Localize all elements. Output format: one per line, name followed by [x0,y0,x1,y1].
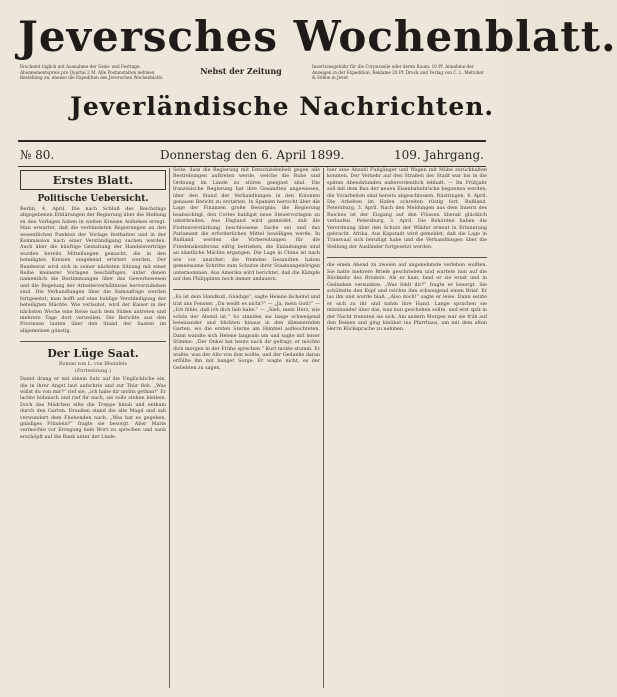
story-title: Der Lüge Saat. [47,347,139,361]
issue-number: № 80. [20,148,55,162]
info-rule [18,166,486,167]
article-separator [20,341,166,342]
article-separator [173,289,320,290]
column-3 [327,168,487,688]
column-divider-1 [169,168,170,688]
story-text: Damit drang er mit einem Satz auf die Unglückliche ein, die in ihrer Angst laut aufschrie und zur Thür floh. „Was willst du von mir?“ rief sie, „ich habe dir nichts gethan!“ Er lachte höhnisch und rief ihr nach, sie solle stehen bleiben. Doch das Mädchen eilte die Treppe hinab und entkam durch den Garten. Draußen stand die alte Magd und sah verwundert dem Fliehenden nach. „Was hat es gegeben, gnädiges Fräulein?“ fragte sie besorgt. Aber Marie vermochte vor Erregung kein Wort zu sprechen und sank erschöpft auf die Bank unter der Linde. [20,377,166,440]
column-2-story: „Es ist dein Handkuß, Gnädige“, sagte Helene lächelnd und trat ans Fenster. „Du weißt es nicht?“ — „Ja, mein Gott!“ — „Ich fühle, daß ich dich lieb habe.“ — „Sieh, mein Herz, wie schön der Abend ist.“ So standen sie lange schweigend beieinander und blickten hinaus in den dämmernden Garten, wo die ersten Sterne am Himmel aufleuchteten. Dann wandte sich Helene langsam um und sagte mit leiser Stimme: „Der Onkel hat heute nach dir gefragt; er möchte dich morgen in der Frühe sprechen.“ Kurt nickte stumm. Er wußte, was der Alte von ihm wollte, und der Gedanke daran erfüllte ihn mit banger Sorge. Er wagte nicht, es der Geliebten zu sagen. [173,295,320,371]
article-separator [327,257,487,258]
column-3-story: die einen Abend zu zweien auf angenehmste verleben wollten. Sie hatte mehrere Briefe geschrieben und wartete nun auf die Rückkehr des Bruders. Als er kam, fand er sie ernst und in Gedanken versunken. „Was fehlt dir?“ fragte er besorgt. Sie schüttelte den Kopf und reichte ihm schweigend einen Brief. Er las ihn und wurde blaß. „Also doch!“ sagte er leise. Dann setzte er sich zu ihr und nahm ihre Hand. Lange sprachen sie miteinander über das, was nun geschehen sollte, und erst spät in der Nacht trennten sie sich. Am andern Morgen war sie früh auf den Beinen und ging hinüber ins Pfarrhaus, um mit dem alten Herrn Rücksprache zu nehmen. [327,263,487,333]
column-divider-2 [323,168,324,688]
masthead-right-note: Insertionsgebühr für die Corpuszeile oder deren Raum: 10 Pf. Annahme der Anzeigen in der Expedition; Reklame 20 Pf. Druck und Verlag von C. L. Mettcker & Söhne in Jever. [312,64,484,81]
top-rule [18,140,486,142]
volume-number: 109. Jahrgang. [393,148,484,162]
issue-date: Donnerstag den 6. April 1899. [160,148,345,162]
column-2 [173,168,320,688]
column-1 [20,168,166,688]
story-byline: Roman von L. von Rheinfels [59,362,127,368]
column-3-news: hier eine Anzahl Fußgänger und Wagen mit Mühe zurückhalten konnten. Der Verkehr auf den Straßen der Stadt war bis in die späten Abendstunden außerordentlich lebhaft. — Im Frühjahr soll mit dem Bau der neuen Eisenbahnbrücke begonnen werden; die Vorarbeiten sind bereits abgeschlossen. Rüstringen, 4. April. Die Arbeiten im Hafen schreiten rüstig fort. Rußland. Petersburg, 3. April. Nach den Meldungen aus dem Innern des Reiches ist der Eisgang auf den Flüssen überall glücklich verlaufen. Petersburg, 3. April. Die Behörden haben die Verordnung über den Schutz der Wälder erneut in Erinnerung gebracht. Afrika. Aus Kapstadt wird gemeldet, daß die Lage in Transvaal sich beruhigt habe und die Verhandlungen über die Stellung der Ausländer fortgesetzt werden. [327,168,487,250]
section-label: Erstes Blatt. [20,170,166,190]
masthead-middle-note: Nebst der Zeitung [200,66,282,76]
column-2-article: Seite, dass die Regierung mit Entschiedenheit gegen alle Bestrebungen auftreten werde, welche die Ruhe und Ordnung im Lande zu stören geeignet sind. Die französische Regierung hat ihre Gesandten angewiesen, über den Stand der Verhandlungen in den Kolonien genauen Bericht zu erstatten. In Spanien herrscht über die Lage der Finanzen große Besorgnis; die Regierung beabsichtigt, den Cortes baldigst neue Steuervorlagen zu unterbreiten. Aus England wird gemeldet, daß die Flottenverstärkung beschlossene Sache sei und das Parlament die erforderlichen Mittel bewilligen werde. In Rußland werden die Vorbereitungen für die Friedenskonferenz eifrig betrieben; die Einladungen sind an sämtliche Mächte ergangen. Die Lage in China ist nach wie vor unsicher; die fremden Gesandten haben gemeinsame Schritte zum Schutze ihrer Staatsangehörigen unternommen. Aus Amerika wird berichtet, daß die Kämpfe auf den Philippinen noch immer andauern. [173,168,320,282]
section-heading-politics: Politische Uebersicht. [37,194,149,204]
masthead-left-note: Erscheint täglich mit Ausnahme der Sonn- und Festtage. Abonnementspreis pro Quartal 2 M. Alle Postanstalten nehmen Bestellung an, ebenso die Expedition des Jeverschen Wochenblatts. [20,64,164,81]
politics-article: Berlin, 4. April. Die nach Schluß des Reichstags abgegebenen Erklärungen der Regierung über die Stellung zu den Vorlagen haben in weiten Kreisen Aufsehen erregt. Man erwartet, daß die verbündeten Regierungen an den wesentlichen Punkten der Vorlage festhalten und in der Kommission nach einer Verständigung suchen werden. Auch über die künftige Gestaltung der Handelsverträge wurden bereits Mitteilungen gemacht, die in den beteiligten Kreisen eingehend erörtert werden. Der Bundesrat wird sich in seiner nächsten Sitzung mit einer Reihe kleinerer Vorlagen beschäftigen, unter denen namentlich die Bestimmungen über das Gewerbewesen und die Regelung der Arbeiterverhältnisse hervorzuheben sind. Die Verhandlungen über die Samoafrage werden fortgesetzt; man hofft auf eine baldige Verständigung der beteiligten Mächte. Wie verlautet, wird der Kaiser in der nächsten Woche eine Reise nach dem Süden antreten und mehrere Tage dort verweilen. Die Berichte aus den Provinzen lauten über den Stand der Saaten im allgemeinen günstig. [20,207,166,334]
story-continued-label: (Fortsetzung.) [75,368,111,375]
masthead-title: Jeversches Wochenblatt. [18,12,617,61]
info-bar [18,146,486,164]
masthead-subtitle: Jeverländische Nachrichten. [70,92,495,121]
